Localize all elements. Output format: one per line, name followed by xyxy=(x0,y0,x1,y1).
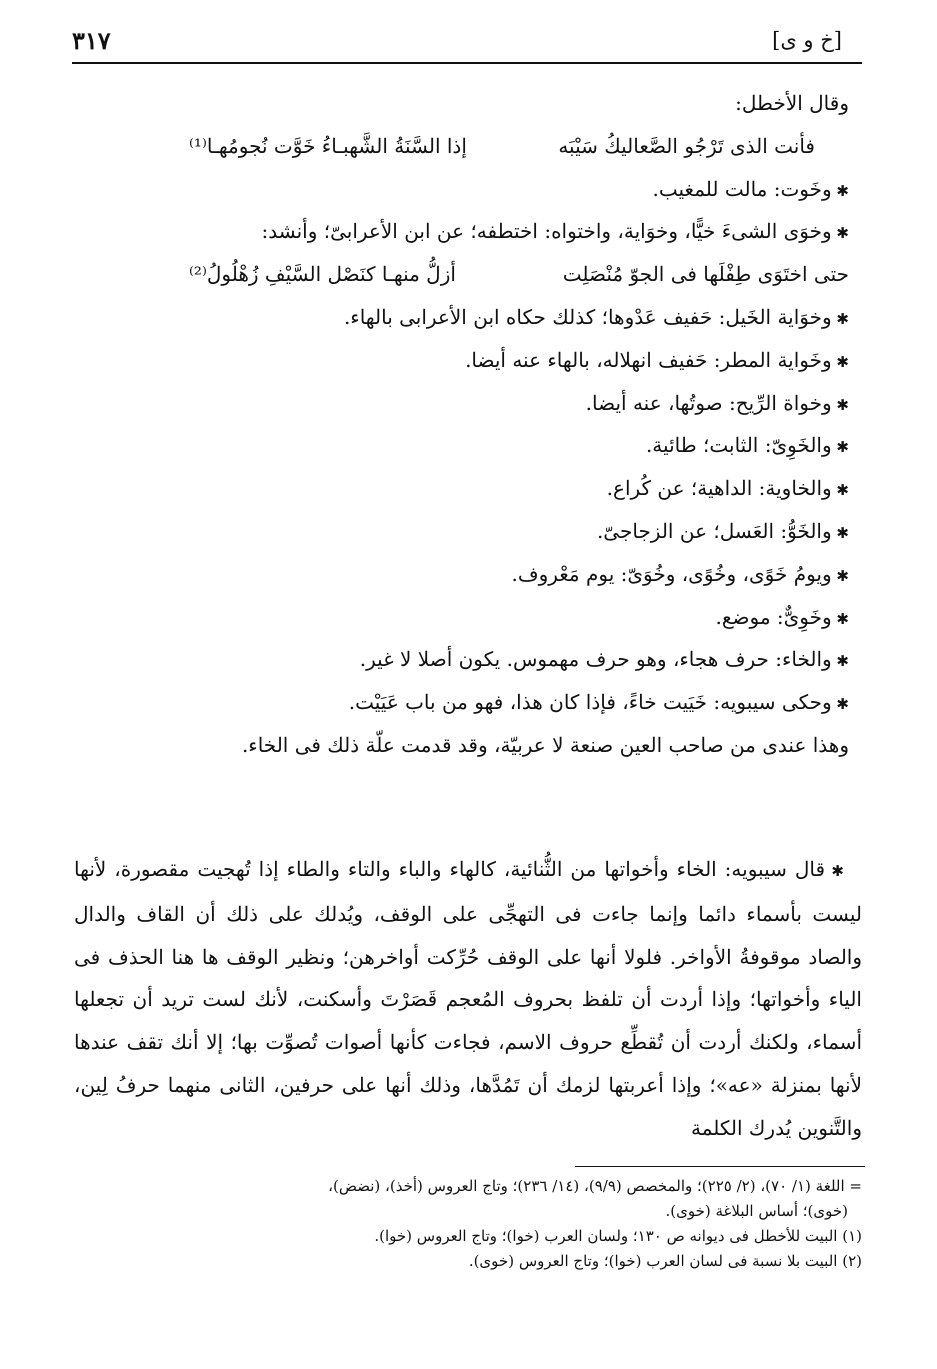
entry-khawat-al-rih: ✱ وخواة الرِّيح: صوتُها، عنه أيضا. xyxy=(149,382,849,425)
entry-al-khaww: ✱ والخَوُّ: العَسل؛ عن الزجاجىّ. xyxy=(149,510,849,553)
entry-khawayat-al-matar: ✱ وخَواية المطر: حَفيف انهلاله، بالهاء عنه أيضا. xyxy=(149,339,849,382)
root-heading: [خ و ى] xyxy=(772,28,842,52)
entry-khawat: ✱ وخَوت: مالت للمغيب. xyxy=(149,168,849,211)
verse-line-2 xyxy=(149,253,849,296)
poet-intro: وقال الأخطل: xyxy=(735,91,849,115)
entry-yawm-khawa: ✱ ويومُ خَوًى، وخُوًى، وخُوَىّ: يوم مَعْروف. xyxy=(149,553,849,596)
footnote-divider xyxy=(575,1166,865,1167)
footnote-continuation-line-2: (خوى)؛ أساس البلاغة (خوى). xyxy=(665,1202,848,1220)
page-number: ٣١٧ xyxy=(72,26,111,55)
author-remark: وهذا عندى من صاحب العين صنعة لا عربيّة، وقد قدمت علّة ذلك فى الخاء. xyxy=(241,732,849,757)
entry-al-khawiyy: ✱ والخَوِىّ: الثابت؛ طائية. xyxy=(149,424,849,467)
footnote-1: (١) البيت للأخطل فى ديوانه ص ١٣٠؛ ولسان العرب (خوا)؛ وتاج العروس (خوا). xyxy=(374,1227,862,1245)
entry-al-khawiya: ✱ والخاوية: الداهية؛ عن كُراع. xyxy=(149,467,849,510)
verse-2-second-hemistich: أزلُّ منهـا كنَصْل السَّيْفِ زُهْلُولُ⁽²⁾ xyxy=(189,262,456,287)
entry-khawiyy-place: ✱ وخَوِىٌّ: موضع. xyxy=(149,596,849,639)
entry-khawa-ikhtitaf: ✱ وخوَى الشىءَ خيًّا، وخوَاية، واختواه: اختطفه؛ عن ابن الأعرابىّ؛ وأنشد: xyxy=(149,210,849,253)
verse-2-first-hemistich: حتى اختَوَى طِفْلَها فى الجوّ مُنْصَلِت xyxy=(562,262,849,287)
entry-al-kha-letter: ✱ والخاء: حرف هجاء، وهو حرف مهموس. يكون أصلا لا غير. xyxy=(149,638,849,681)
verse-line-1 xyxy=(149,125,849,168)
entry-sibawayh-khayayt: ✱ وحكى سيبويه: خَيَيت خاءً، فإذا كان هذا، فهو من باب عَيَيْت. xyxy=(149,681,849,724)
main-text xyxy=(149,82,849,767)
entry-khawayat-al-khayl: ✱ وخوَاية الخَيل: حَفيف عَدْوها؛ كذلك حكاه ابن الأعرابى بالهاء. xyxy=(149,296,849,339)
sibawayh-paragraph: قال سيبويه: الخاء وأخواتها من الثُّنائية، كالهاء والباء والتاء والطاء إذا تُهجيت مقصورة، لأنها ليست بأسماء دائما وإنما جاءت فى التهجِّى على الوقف، ويُدلك على ذلك أن القاف والدال والصاد موقوفةُ الأواخر. فلولا أنها على الوقف حُرِّكت أواخرهن؛ ونظير الوقف ها هنا الحذف فى الياء وأخواتها؛ وإذا أردت أن تلفظ بحروف المُعجم قَصَرْتَ وأسكنت، لأنك لست تريد أن تجعلها أسماء، ولكنك أردت أن تُقطِّع حروف الاسم، فجاءت كأنها أصوات تُصوِّت بها؛ إلا أنك تقف عندها لأنها بمنزلة «عه»؛ وإذا أعربتها لزمك أن تَمُدَّها، وذلك أنها على حرفين، الثانى منهما حرفُ لِين، والتَّنوين يُدرك الكلمة xyxy=(74,857,862,1140)
footnotes xyxy=(72,1174,862,1274)
footnote-2: (٢) البيت بلا نسبة فى لسان العرب (خوا)؛ وتاج العروس (خوى). xyxy=(468,1252,862,1270)
verse-1-first-hemistich: فأنت الذى تَرْجُو الصَّعاليكُ سَيْبَه xyxy=(558,133,815,158)
header-divider xyxy=(72,62,862,64)
verse-1-second-hemistich: إذا السَّنَةُ الشَّهبـاءُ خَوَّت نُجومُهـا⁽¹⁾ xyxy=(189,133,467,158)
footnote-continuation-line-1: = اللغة (١/ ٧٠)، (٢/ ٢٢٥)؛ والمخصص (٩/٩)، (١٤/ ٢٣٦)؛ وتاج العروس (أخذ)، (نضض)، xyxy=(328,1177,862,1195)
entry-star-icon: ✱ xyxy=(825,862,844,880)
sibawayh-paragraph-block xyxy=(74,848,862,1150)
